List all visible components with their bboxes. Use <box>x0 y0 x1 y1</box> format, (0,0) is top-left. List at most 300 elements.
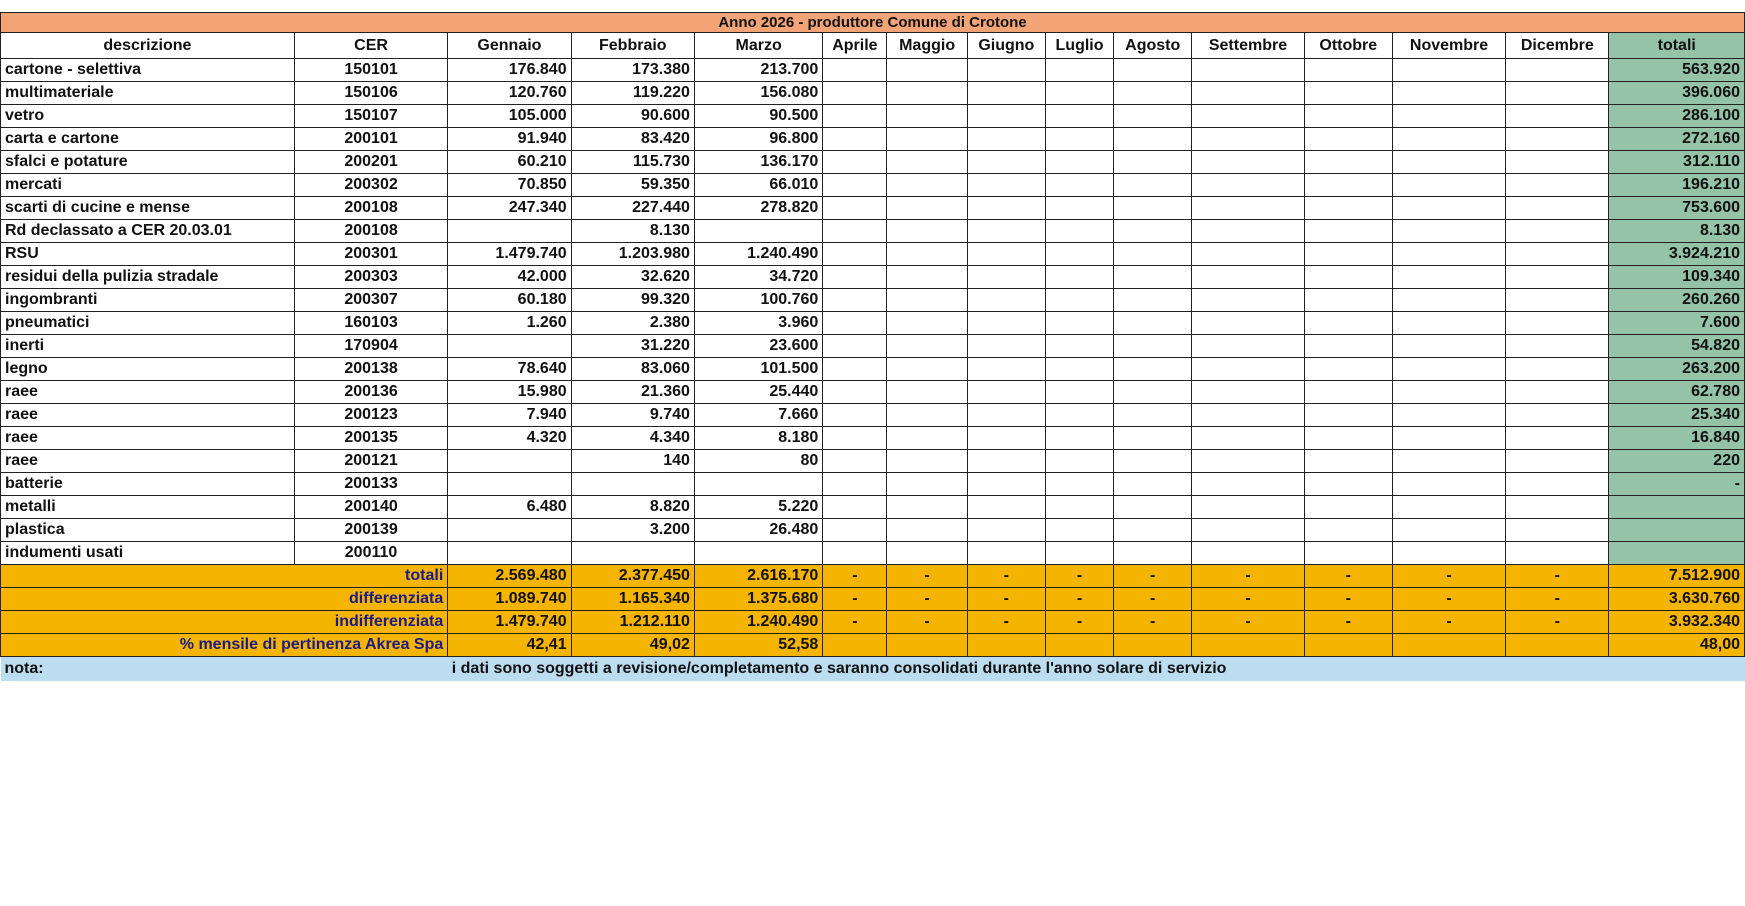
empty-month-cell <box>1506 105 1609 128</box>
empty-month-cell <box>1114 82 1192 105</box>
empty-month-cell <box>1045 220 1113 243</box>
empty-month-cell <box>1045 496 1113 519</box>
row-cer-code: 200301 <box>294 243 447 266</box>
empty-month-cell <box>1304 128 1392 151</box>
empty-month-cell <box>823 128 887 151</box>
empty-month-cell <box>1506 151 1609 174</box>
month-value: 2.380 <box>571 312 694 335</box>
empty-month-cell <box>1114 174 1192 197</box>
summary-empty <box>1045 634 1113 657</box>
month-value: 173.380 <box>571 59 694 82</box>
empty-month-cell <box>1392 289 1505 312</box>
table-row <box>1 197 1745 220</box>
note-row <box>1 657 1745 681</box>
summary-dash: - <box>1506 588 1609 611</box>
empty-month-cell <box>1392 128 1505 151</box>
month-value <box>448 335 571 358</box>
header-month: Marzo <box>694 33 822 59</box>
empty-month-cell <box>1392 473 1505 496</box>
empty-month-cell <box>1392 243 1505 266</box>
empty-month-cell <box>1114 358 1192 381</box>
empty-month-cell <box>1192 82 1304 105</box>
empty-month-cell <box>1114 197 1192 220</box>
row-total: 312.110 <box>1609 151 1745 174</box>
month-value: 42.000 <box>448 266 571 289</box>
month-value: 3.200 <box>571 519 694 542</box>
summary-dash: - <box>1392 588 1505 611</box>
empty-month-cell <box>887 220 967 243</box>
empty-month-cell <box>967 312 1045 335</box>
empty-month-cell <box>887 404 967 427</box>
empty-month-cell <box>1192 473 1304 496</box>
empty-month-cell <box>1506 542 1609 565</box>
month-value: 23.600 <box>694 335 822 358</box>
empty-month-cell <box>1392 542 1505 565</box>
month-value: 9.740 <box>571 404 694 427</box>
empty-month-cell <box>1045 404 1113 427</box>
row-total: 260.260 <box>1609 289 1745 312</box>
summary-row <box>1 588 1745 611</box>
empty-month-cell <box>1392 220 1505 243</box>
empty-month-cell <box>887 381 967 404</box>
empty-month-cell <box>1304 220 1392 243</box>
empty-month-cell <box>1192 381 1304 404</box>
empty-month-cell <box>1045 381 1113 404</box>
empty-month-cell <box>1506 266 1609 289</box>
summary-total: 7.512.900 <box>1609 565 1745 588</box>
empty-month-cell <box>1392 174 1505 197</box>
empty-month-cell <box>1045 151 1113 174</box>
row-description: raee <box>1 404 295 427</box>
empty-month-cell <box>823 335 887 358</box>
summary-month-value: 1.479.740 <box>448 611 571 634</box>
row-total: 563.920 <box>1609 59 1745 82</box>
month-value: 247.340 <box>448 197 571 220</box>
sheet-title: Anno 2026 - produttore Comune di Crotone <box>1 13 1745 33</box>
row-cer-code: 200138 <box>294 358 447 381</box>
table-row <box>1 220 1745 243</box>
empty-month-cell <box>1114 128 1192 151</box>
month-value: 119.220 <box>571 82 694 105</box>
row-description: ingombranti <box>1 289 295 312</box>
table-row <box>1 128 1745 151</box>
summary-dash: - <box>823 611 887 634</box>
empty-month-cell <box>823 59 887 82</box>
summary-total: 3.630.760 <box>1609 588 1745 611</box>
header-cer: CER <box>294 33 447 59</box>
empty-month-cell <box>823 496 887 519</box>
empty-month-cell <box>887 59 967 82</box>
empty-month-cell <box>1392 496 1505 519</box>
empty-month-cell <box>1114 312 1192 335</box>
month-value: 3.960 <box>694 312 822 335</box>
month-value <box>571 542 694 565</box>
empty-month-cell <box>1192 128 1304 151</box>
summary-dash: - <box>1304 611 1392 634</box>
table-row <box>1 82 1745 105</box>
empty-month-cell <box>1304 151 1392 174</box>
summary-row <box>1 611 1745 634</box>
summary-dash: - <box>1304 565 1392 588</box>
empty-month-cell <box>1114 151 1192 174</box>
empty-month-cell <box>1392 59 1505 82</box>
empty-month-cell <box>1304 450 1392 473</box>
month-value: 70.850 <box>448 174 571 197</box>
empty-month-cell <box>1114 105 1192 128</box>
empty-month-cell <box>1304 496 1392 519</box>
empty-month-cell <box>823 542 887 565</box>
empty-month-cell <box>1304 59 1392 82</box>
month-value: 7.660 <box>694 404 822 427</box>
row-cer-code: 150106 <box>294 82 447 105</box>
empty-month-cell <box>887 105 967 128</box>
empty-month-cell <box>1045 473 1113 496</box>
row-cer-code: 200302 <box>294 174 447 197</box>
summary-dash: - <box>967 565 1045 588</box>
month-value: 4.340 <box>571 427 694 450</box>
empty-month-cell <box>1506 220 1609 243</box>
summary-empty <box>1114 634 1192 657</box>
empty-month-cell <box>1304 542 1392 565</box>
month-value: 83.420 <box>571 128 694 151</box>
summary-dash: - <box>1045 565 1113 588</box>
header-month: Ottobre <box>1304 33 1392 59</box>
month-value: 6.480 <box>448 496 571 519</box>
summary-month-value: 1.240.490 <box>694 611 822 634</box>
empty-month-cell <box>887 312 967 335</box>
summary-dash: - <box>1304 588 1392 611</box>
header-month: Febbraio <box>571 33 694 59</box>
row-description: mercati <box>1 174 295 197</box>
row-total: 62.780 <box>1609 381 1745 404</box>
empty-month-cell <box>1192 404 1304 427</box>
empty-month-cell <box>1114 450 1192 473</box>
month-value: 99.320 <box>571 289 694 312</box>
empty-month-cell <box>1114 496 1192 519</box>
row-total: 8.130 <box>1609 220 1745 243</box>
empty-month-cell <box>1304 358 1392 381</box>
empty-month-cell <box>1114 519 1192 542</box>
summary-dash: - <box>967 611 1045 634</box>
row-description: batterie <box>1 473 295 496</box>
month-value: 1.203.980 <box>571 243 694 266</box>
row-description: vetro <box>1 105 295 128</box>
month-value: 105.000 <box>448 105 571 128</box>
empty-month-cell <box>1304 289 1392 312</box>
empty-month-cell <box>1304 519 1392 542</box>
empty-month-cell <box>1045 174 1113 197</box>
row-cer-code: 200135 <box>294 427 447 450</box>
table-row <box>1 335 1745 358</box>
empty-month-cell <box>967 220 1045 243</box>
empty-month-cell <box>1192 59 1304 82</box>
summary-month-value: 49,02 <box>571 634 694 657</box>
empty-month-cell <box>967 473 1045 496</box>
empty-month-cell <box>1192 174 1304 197</box>
header-month: Novembre <box>1392 33 1505 59</box>
empty-month-cell <box>1392 151 1505 174</box>
empty-month-cell <box>1045 197 1113 220</box>
empty-month-cell <box>1304 243 1392 266</box>
empty-month-cell <box>887 450 967 473</box>
row-total <box>1609 519 1745 542</box>
summary-empty <box>967 634 1045 657</box>
empty-month-cell <box>1114 542 1192 565</box>
empty-month-cell <box>1045 59 1113 82</box>
summary-dash: - <box>1114 611 1192 634</box>
empty-month-cell <box>1192 151 1304 174</box>
waste-table <box>0 12 1745 681</box>
empty-month-cell <box>887 335 967 358</box>
empty-month-cell <box>887 427 967 450</box>
report-sheet <box>0 12 1745 681</box>
summary-month-value: 2.569.480 <box>448 565 571 588</box>
summary-dash: - <box>1114 588 1192 611</box>
empty-month-cell <box>1304 312 1392 335</box>
empty-month-cell <box>1392 312 1505 335</box>
summary-empty <box>823 634 887 657</box>
month-value: 32.620 <box>571 266 694 289</box>
row-description: RSU <box>1 243 295 266</box>
header-row <box>1 33 1745 59</box>
month-value: 26.480 <box>694 519 822 542</box>
empty-month-cell <box>967 519 1045 542</box>
header-month: Aprile <box>823 33 887 59</box>
empty-month-cell <box>1114 59 1192 82</box>
row-description: scarti di cucine e mense <box>1 197 295 220</box>
empty-month-cell <box>1304 427 1392 450</box>
empty-month-cell <box>1045 289 1113 312</box>
row-total: 16.840 <box>1609 427 1745 450</box>
row-cer-code: 200139 <box>294 519 447 542</box>
empty-month-cell <box>1392 335 1505 358</box>
summary-month-value: 1.089.740 <box>448 588 571 611</box>
month-value: 100.760 <box>694 289 822 312</box>
month-value: 5.220 <box>694 496 822 519</box>
empty-month-cell <box>1114 266 1192 289</box>
summary-empty <box>1304 634 1392 657</box>
month-value: 15.980 <box>448 381 571 404</box>
table-row <box>1 358 1745 381</box>
empty-month-cell <box>887 289 967 312</box>
empty-month-cell <box>967 105 1045 128</box>
empty-month-cell <box>887 151 967 174</box>
table-row <box>1 450 1745 473</box>
row-total: 109.340 <box>1609 266 1745 289</box>
month-value: 90.500 <box>694 105 822 128</box>
empty-month-cell <box>887 128 967 151</box>
empty-month-cell <box>967 381 1045 404</box>
empty-month-cell <box>967 358 1045 381</box>
empty-month-cell <box>887 519 967 542</box>
month-value: 25.440 <box>694 381 822 404</box>
row-total: 753.600 <box>1609 197 1745 220</box>
row-cer-code: 200136 <box>294 381 447 404</box>
row-description: raee <box>1 381 295 404</box>
empty-month-cell <box>887 266 967 289</box>
empty-month-cell <box>823 289 887 312</box>
table-row <box>1 427 1745 450</box>
empty-month-cell <box>1506 82 1609 105</box>
summary-month-value: 52,58 <box>694 634 822 657</box>
row-cer-code: 200108 <box>294 220 447 243</box>
empty-month-cell <box>1506 128 1609 151</box>
empty-month-cell <box>967 289 1045 312</box>
summary-dash: - <box>1506 611 1609 634</box>
month-value: 176.840 <box>448 59 571 82</box>
empty-month-cell <box>887 358 967 381</box>
row-description: pneumatici <box>1 312 295 335</box>
month-value: 4.320 <box>448 427 571 450</box>
month-value: 120.760 <box>448 82 571 105</box>
row-total: 54.820 <box>1609 335 1745 358</box>
empty-month-cell <box>967 197 1045 220</box>
month-value <box>694 542 822 565</box>
row-cer-code: 200101 <box>294 128 447 151</box>
empty-month-cell <box>1192 427 1304 450</box>
row-cer-code: 150101 <box>294 59 447 82</box>
month-value: 34.720 <box>694 266 822 289</box>
empty-month-cell <box>1045 519 1113 542</box>
title-row <box>1 13 1745 33</box>
table-row <box>1 404 1745 427</box>
summary-dash: - <box>1114 565 1192 588</box>
empty-month-cell <box>1506 312 1609 335</box>
empty-month-cell <box>823 519 887 542</box>
empty-month-cell <box>887 82 967 105</box>
empty-month-cell <box>823 105 887 128</box>
empty-month-cell <box>1304 105 1392 128</box>
summary-total: 48,00 <box>1609 634 1745 657</box>
empty-month-cell <box>1392 381 1505 404</box>
row-cer-code: 160103 <box>294 312 447 335</box>
empty-month-cell <box>1392 197 1505 220</box>
note-label: nota: <box>1 657 448 681</box>
month-value: 78.640 <box>448 358 571 381</box>
month-value <box>448 220 571 243</box>
header-month: Gennaio <box>448 33 571 59</box>
month-value <box>448 519 571 542</box>
table-row <box>1 151 1745 174</box>
header-month: Dicembre <box>1506 33 1609 59</box>
month-value: 8.130 <box>571 220 694 243</box>
month-value: 227.440 <box>571 197 694 220</box>
empty-month-cell <box>823 266 887 289</box>
row-description: raee <box>1 450 295 473</box>
row-description: residui della pulizia stradale <box>1 266 295 289</box>
empty-month-cell <box>1304 473 1392 496</box>
month-value: 21.360 <box>571 381 694 404</box>
row-total: 196.210 <box>1609 174 1745 197</box>
summary-month-value: 2.377.450 <box>571 565 694 588</box>
row-cer-code: 200303 <box>294 266 447 289</box>
month-value: 31.220 <box>571 335 694 358</box>
empty-month-cell <box>1045 128 1113 151</box>
summary-dash: - <box>823 588 887 611</box>
empty-month-cell <box>1506 59 1609 82</box>
empty-month-cell <box>1392 358 1505 381</box>
month-value: 115.730 <box>571 151 694 174</box>
row-description: Rd declassato a CER 20.03.01 <box>1 220 295 243</box>
empty-month-cell <box>823 243 887 266</box>
summary-dash: - <box>1192 565 1304 588</box>
summary-row <box>1 634 1745 657</box>
summary-dash: - <box>1392 565 1505 588</box>
row-description: multimateriale <box>1 82 295 105</box>
empty-month-cell <box>1192 496 1304 519</box>
table-row <box>1 289 1745 312</box>
summary-dash: - <box>1506 565 1609 588</box>
summary-month-value: 42,41 <box>448 634 571 657</box>
row-description: carta e cartone <box>1 128 295 151</box>
empty-month-cell <box>1506 197 1609 220</box>
empty-month-cell <box>1045 450 1113 473</box>
empty-month-cell <box>1045 358 1113 381</box>
empty-month-cell <box>1304 335 1392 358</box>
summary-label: % mensile di pertinenza Akrea Spa <box>1 634 448 657</box>
month-value: 7.940 <box>448 404 571 427</box>
empty-month-cell <box>1192 519 1304 542</box>
header-month: Luglio <box>1045 33 1113 59</box>
empty-month-cell <box>1506 404 1609 427</box>
row-cer-code: 200201 <box>294 151 447 174</box>
empty-month-cell <box>1114 404 1192 427</box>
row-total <box>1609 496 1745 519</box>
empty-month-cell <box>1506 450 1609 473</box>
empty-month-cell <box>1506 174 1609 197</box>
empty-month-cell <box>1392 404 1505 427</box>
month-value <box>448 542 571 565</box>
summary-month-value: 1.165.340 <box>571 588 694 611</box>
table-row <box>1 105 1745 128</box>
row-total: 272.160 <box>1609 128 1745 151</box>
empty-month-cell <box>1506 358 1609 381</box>
month-value <box>694 473 822 496</box>
empty-month-cell <box>1192 243 1304 266</box>
empty-month-cell <box>967 243 1045 266</box>
table-row <box>1 473 1745 496</box>
header-descrizione: descrizione <box>1 33 295 59</box>
empty-month-cell <box>887 473 967 496</box>
table-row <box>1 381 1745 404</box>
empty-month-cell <box>1114 427 1192 450</box>
empty-month-cell <box>1506 427 1609 450</box>
empty-month-cell <box>823 404 887 427</box>
empty-month-cell <box>1392 82 1505 105</box>
summary-dash: - <box>1192 588 1304 611</box>
empty-month-cell <box>967 496 1045 519</box>
empty-month-cell <box>1192 220 1304 243</box>
empty-month-cell <box>1114 335 1192 358</box>
empty-month-cell <box>1045 427 1113 450</box>
empty-month-cell <box>887 542 967 565</box>
empty-month-cell <box>1045 542 1113 565</box>
empty-month-cell <box>1045 243 1113 266</box>
month-value: 1.479.740 <box>448 243 571 266</box>
summary-label: differenziata <box>1 588 448 611</box>
table-row <box>1 59 1745 82</box>
empty-month-cell <box>1192 358 1304 381</box>
table-row <box>1 174 1745 197</box>
empty-month-cell <box>823 197 887 220</box>
empty-month-cell <box>967 151 1045 174</box>
row-description: legno <box>1 358 295 381</box>
empty-month-cell <box>823 358 887 381</box>
empty-month-cell <box>823 427 887 450</box>
summary-dash: - <box>1045 588 1113 611</box>
empty-month-cell <box>967 266 1045 289</box>
row-total: 3.924.210 <box>1609 243 1745 266</box>
